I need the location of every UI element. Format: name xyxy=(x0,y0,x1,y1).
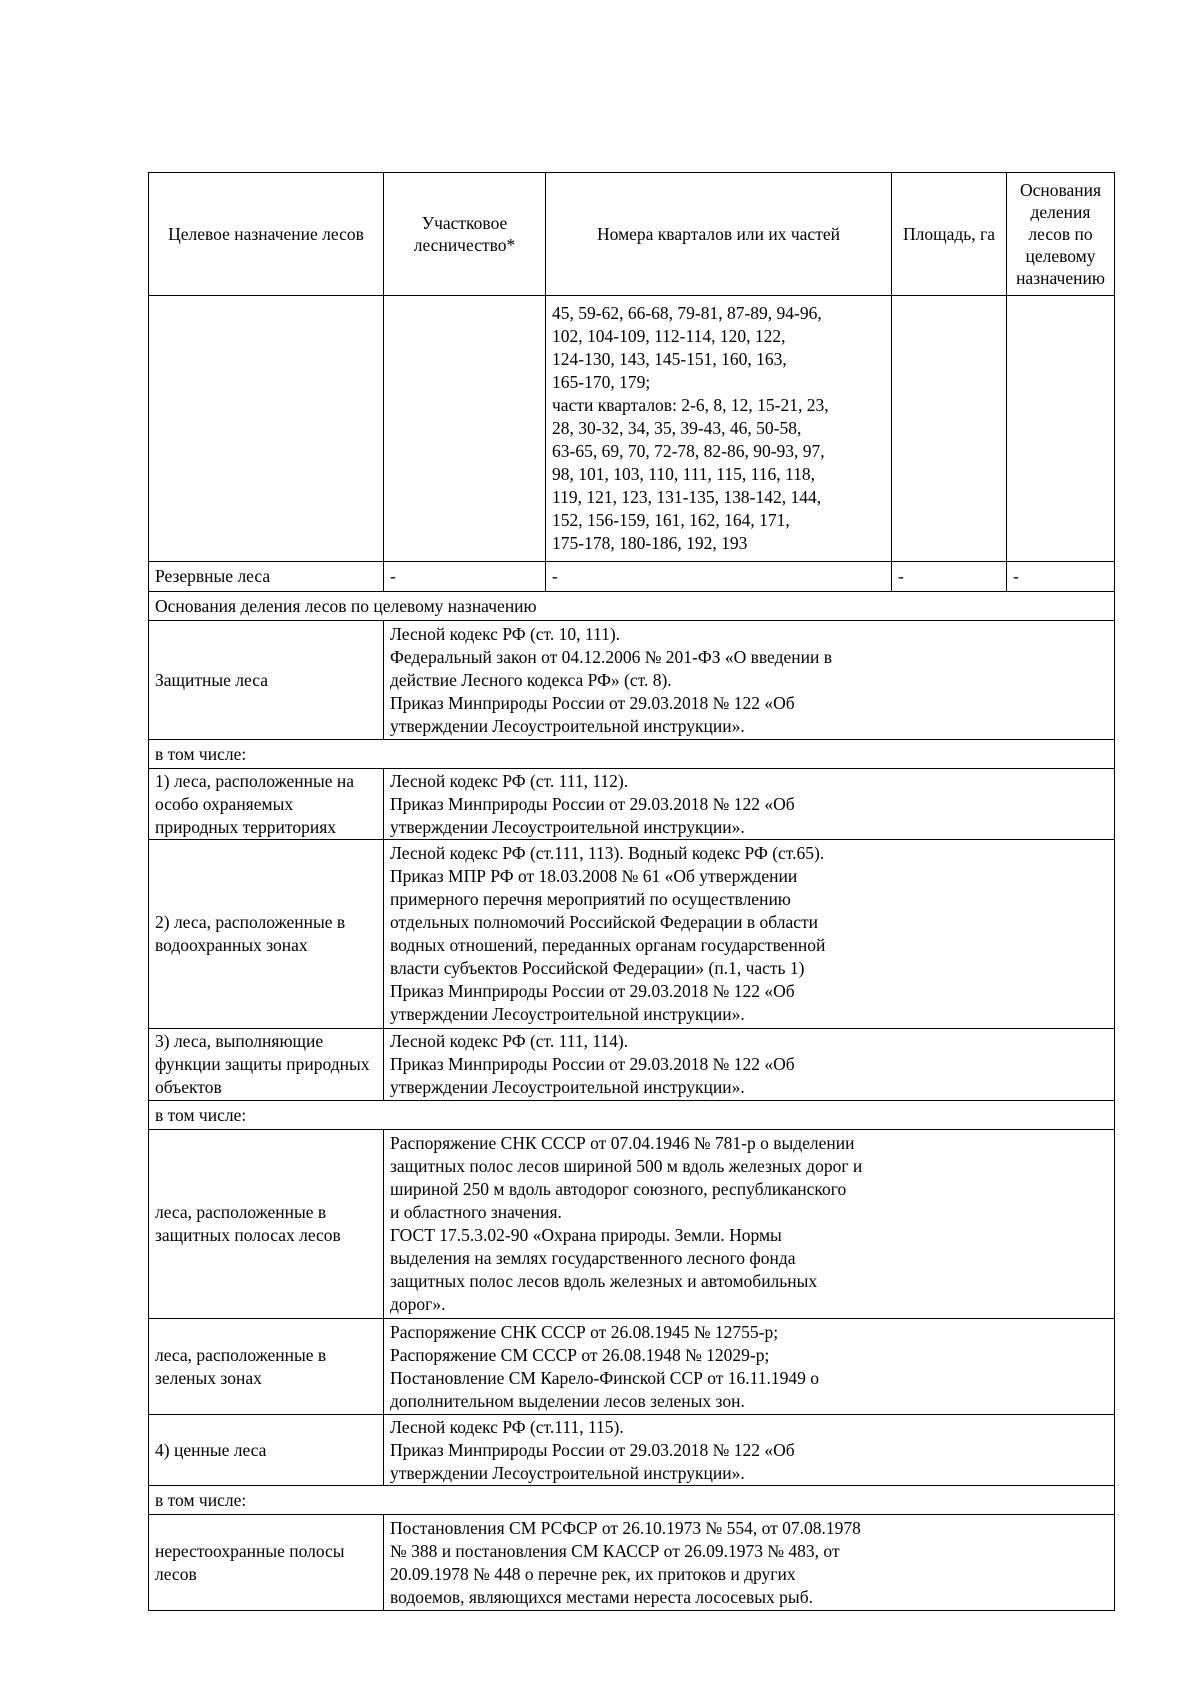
empty-cell xyxy=(384,296,546,562)
row-label: 1) леса, расположенные на особо охраняемых природных территориях xyxy=(149,769,384,840)
forest-purpose-table xyxy=(148,172,1115,1611)
table-row xyxy=(149,1515,1115,1611)
row-basis: Лесной кодекс РФ (ст. 111, 112). Приказ Минприроды России от 29.03.2018 № 122 «Об утверждении Лесоустроительной инструкции». xyxy=(384,769,1115,840)
subheader-including: в том числе: xyxy=(149,1486,1115,1515)
table-row xyxy=(149,840,1115,1029)
section-title-row xyxy=(149,592,1115,621)
subheader-including: в том числе: xyxy=(149,1101,1115,1130)
row-basis: Распоряжение СНК СССР от 26.08.1945 № 12755-р; Распоряжение СМ СССР от 26.08.1948 № 12029-р; Постановление СМ Карело-Финской ССР от 16.11.1949 о дополнительном выделении лесов зеленых зон. xyxy=(384,1319,1115,1415)
row-label: Защитные леса xyxy=(149,621,384,740)
reserve-forestry-value: - xyxy=(384,562,546,592)
table-row xyxy=(149,769,1115,840)
subheader-row xyxy=(149,740,1115,769)
row-label: 4) ценные леса xyxy=(149,1415,384,1486)
table-row xyxy=(149,621,1115,740)
row-label: 2) леса, расположенные в водоохранных зонах xyxy=(149,840,384,1029)
reserve-area-value: - xyxy=(892,562,1007,592)
reserve-forests-label: Резервные леса xyxy=(149,562,384,592)
header-quarters: Номера кварталов или их частей xyxy=(546,173,892,296)
table-row xyxy=(149,1415,1115,1486)
reserve-basis-value: - xyxy=(1007,562,1115,592)
table-row xyxy=(149,1130,1115,1319)
row-basis: Лесной кодекс РФ (ст. 111, 114). Приказ Минприроды России от 29.03.2018 № 122 «Об утверждении Лесоустроительной инструкции». xyxy=(384,1029,1115,1101)
header-forestry: Участковое лесничество* xyxy=(384,173,546,296)
table-row xyxy=(149,1029,1115,1101)
section-title: Основания деления лесов по целевому назначению xyxy=(149,592,1115,621)
row-basis: Лесной кодекс РФ (ст. 10, 111). Федеральный закон от 04.12.2006 № 201-ФЗ «О введении в действие Лесного кодекса РФ» (ст. 8). Приказ Минприроды России от 29.03.2018 № 122 «Об утверждении Лесоустроительной инструкции». xyxy=(384,621,1115,740)
row-basis: Распоряжение СНК СССР от 07.04.1946 № 781-р о выделении защитных полос лесов шириной 500 м вдоль железных дорог и шириной 250 м вдоль автодорог союзного, республиканского и областного значения. ГОСТ 17.5.3.02-90 «Охрана природы. Земли. Нормы выделения на землях государственного лесного фонда защитных полос лесов вдоль железных и автомобильных дорог». xyxy=(384,1130,1115,1319)
row-label: 3) леса, выполняющие функции защиты природных объектов xyxy=(149,1029,384,1101)
empty-cell xyxy=(149,296,384,562)
row-basis: Лесной кодекс РФ (ст.111, 115). Приказ Минприроды России от 29.03.2018 № 122 «Об утверждении Лесоустроительной инструкции». xyxy=(384,1415,1115,1486)
subheader-row xyxy=(149,1101,1115,1130)
empty-cell xyxy=(892,296,1007,562)
subheader-including: в том числе: xyxy=(149,740,1115,769)
table-row xyxy=(149,1319,1115,1415)
row-label: леса, расположенные в зеленых зонах xyxy=(149,1319,384,1415)
quarters-list-cell: 45, 59-62, 66-68, 79-81, 87-89, 94-96, 102, 104-109, 112-114, 120, 122, 124-130, 143, 145-151, 160, 163, 165-170, 179; части кварталов: 2-6, 8, 12, 15-21, 23, 28, 30-32, 34, 35, 39-43, 46, 50-58, 63-65, 69, 70, 72-78, 82-86, 90-93, 97, 98, 101, 103, 110, 111, 115, 116, 118, 119, 121, 123, 131-135, 138-142, 144, 152, 156-159, 161, 162, 164, 171, 175-178, 180-186, 192, 193 xyxy=(546,296,892,562)
reserve-forests-row xyxy=(149,562,1115,592)
subheader-row xyxy=(149,1486,1115,1515)
quarters-continuation-row xyxy=(149,296,1115,562)
table-header-row xyxy=(149,173,1115,296)
header-area: Площадь, га xyxy=(892,173,1007,296)
reserve-quarters-value: - xyxy=(546,562,892,592)
row-basis: Лесной кодекс РФ (ст.111, 113). Водный кодекс РФ (ст.65). Приказ МПР РФ от 18.03.2008 № 61 «Об утверждении примерного перечня мероприятий по осуществлению отдельных полномочий Российской Федерации в области водных отношений, переданных органам государственной власти субъектов Российской Федерации» (п.1, часть 1) Приказ Минприроды России от 29.03.2018 № 122 «Об утверждении Лесоустроительной инструкции». xyxy=(384,840,1115,1029)
header-purpose: Целевое назначение лесов xyxy=(149,173,384,296)
empty-cell xyxy=(1007,296,1115,562)
header-basis: Основания деления лесов по целевому назначению xyxy=(1007,173,1115,296)
row-basis: Постановления СМ РСФСР от 26.10.1973 № 554, от 07.08.1978 № 388 и постановления СМ КАССР от 26.09.1973 № 483, от 20.09.1978 № 448 о перечне рек, их притоков и других водоемов, являющихся местами нереста лососевых рыб. xyxy=(384,1515,1115,1611)
row-label: леса, расположенные в защитных полосах лесов xyxy=(149,1130,384,1319)
row-label: нерестоохранные полосы лесов xyxy=(149,1515,384,1611)
